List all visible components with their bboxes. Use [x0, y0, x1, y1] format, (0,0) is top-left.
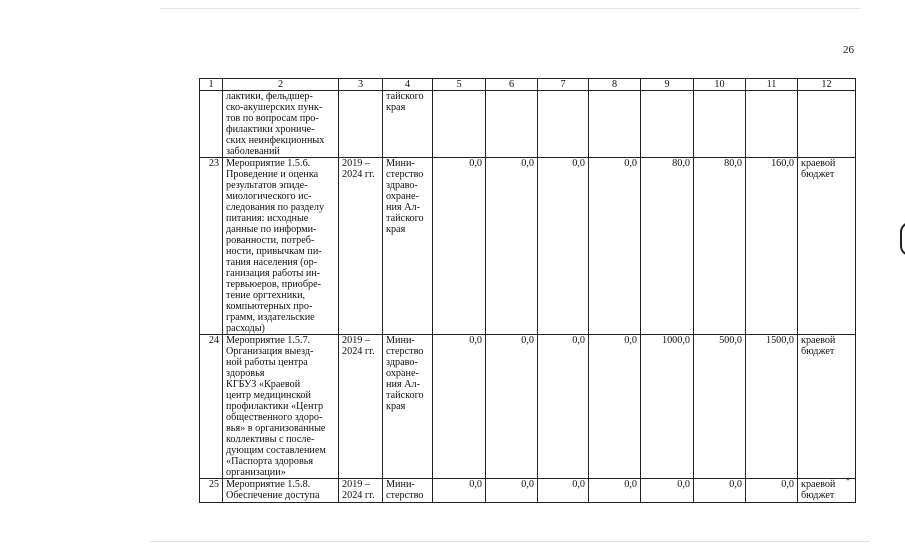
- header-cell: 10: [694, 79, 746, 91]
- period-cell: [339, 91, 383, 158]
- source-cell: краевой бюджет: [798, 479, 856, 503]
- header-cell: 2: [223, 79, 339, 91]
- value-cell: 80,0: [694, 158, 746, 335]
- period-cell: 2019 – 2024 гг.: [339, 479, 383, 503]
- value-cell: 500,0: [694, 335, 746, 479]
- source-cell: [798, 91, 856, 158]
- activity-cell: Мероприятие 1.5.6. Проведение и оценка результатов эпиде- миологического ис- следования по разделу питания: исходные данные по информи- рованности, потреб- ности, привычкам пи- тания населения (ор- ганизация работы ин- тервьюеров, приобре- тение оргтехники, компьютерных про- грамм, издательские расходы): [223, 158, 339, 335]
- header-cell: 6: [486, 79, 538, 91]
- value-cell: 0,0: [433, 158, 486, 335]
- value-cell: [433, 91, 486, 158]
- period-cell: 2019 – 2024 гг.: [339, 335, 383, 479]
- page-number: 26: [843, 44, 854, 56]
- value-cell: [641, 91, 694, 158]
- header-cell: 9: [641, 79, 694, 91]
- value-cell: 0,0: [746, 479, 798, 503]
- value-cell: 0,0: [538, 335, 589, 479]
- value-cell: 0,0: [486, 479, 538, 503]
- value-cell: 0,0: [486, 158, 538, 335]
- header-cell: 3: [339, 79, 383, 91]
- table-row: [200, 91, 856, 158]
- activity-cell: лактики, фельдшер- ско-акушерских пунк- тов по вопросам про- филактики хрониче- ских неинфекционных заболеваний: [223, 91, 339, 158]
- header-cell: 8: [589, 79, 641, 91]
- value-cell: [589, 91, 641, 158]
- budget-table: [199, 78, 856, 503]
- header-cell: 1: [200, 79, 223, 91]
- value-cell: 0,0: [433, 479, 486, 503]
- value-cell: 0,0: [589, 158, 641, 335]
- value-cell: 0,0: [433, 335, 486, 479]
- row-number: 25: [200, 479, 223, 503]
- value-cell: 0,0: [538, 158, 589, 335]
- header-cell: 12: [798, 79, 856, 91]
- value-cell: 0,0: [641, 479, 694, 503]
- value-cell: 1500,0: [746, 335, 798, 479]
- period-cell: 2019 – 2024 гг.: [339, 158, 383, 335]
- value-cell: 0,0: [589, 479, 641, 503]
- value-cell: 0,0: [694, 479, 746, 503]
- value-cell: 0,0: [589, 335, 641, 479]
- header-cell: 11: [746, 79, 798, 91]
- source-cell: краевой бюджет: [798, 158, 856, 335]
- table-row: [200, 158, 856, 335]
- header-cell: 5: [433, 79, 486, 91]
- scan-artifact-top: [160, 8, 860, 9]
- row-number: [200, 91, 223, 158]
- executor-cell: Мини- стерство здраво- охране- ния Ал- тайского края: [383, 335, 433, 479]
- row-number: 24: [200, 335, 223, 479]
- executor-cell: Мини- стерство здраво- охране- ния Ал- тайского края: [383, 158, 433, 335]
- value-cell: [746, 91, 798, 158]
- binding-mark: [900, 222, 905, 256]
- row-number: 23: [200, 158, 223, 335]
- executor-cell: тайского края: [383, 91, 433, 158]
- header-row: [200, 79, 856, 91]
- source-cell: краевой бюджет: [798, 335, 856, 479]
- footnote-mark: *: [846, 476, 850, 485]
- activity-cell: Мероприятие 1.5.7. Организация выезд- ной работы центра здоровья КГБУЗ «Краевой центр медицинской профилактики «Центр общественного здоро- вья» в организованные коллективы с после- дующим составлением «Паспорта здоровья организации»: [223, 335, 339, 479]
- scan-artifact-bottom: [150, 541, 870, 542]
- value-cell: 1000,0: [641, 335, 694, 479]
- value-cell: 0,0: [538, 479, 589, 503]
- table-row: [200, 335, 856, 479]
- header-cell: 4: [383, 79, 433, 91]
- value-cell: [486, 91, 538, 158]
- value-cell: 0,0: [486, 335, 538, 479]
- table-row: [200, 479, 856, 503]
- activity-cell: Мероприятие 1.5.8. Обеспечение доступа: [223, 479, 339, 503]
- value-cell: 160,0: [746, 158, 798, 335]
- executor-cell: Мини- стерство: [383, 479, 433, 503]
- value-cell: [694, 91, 746, 158]
- value-cell: [538, 91, 589, 158]
- header-cell: 7: [538, 79, 589, 91]
- value-cell: 80,0: [641, 158, 694, 335]
